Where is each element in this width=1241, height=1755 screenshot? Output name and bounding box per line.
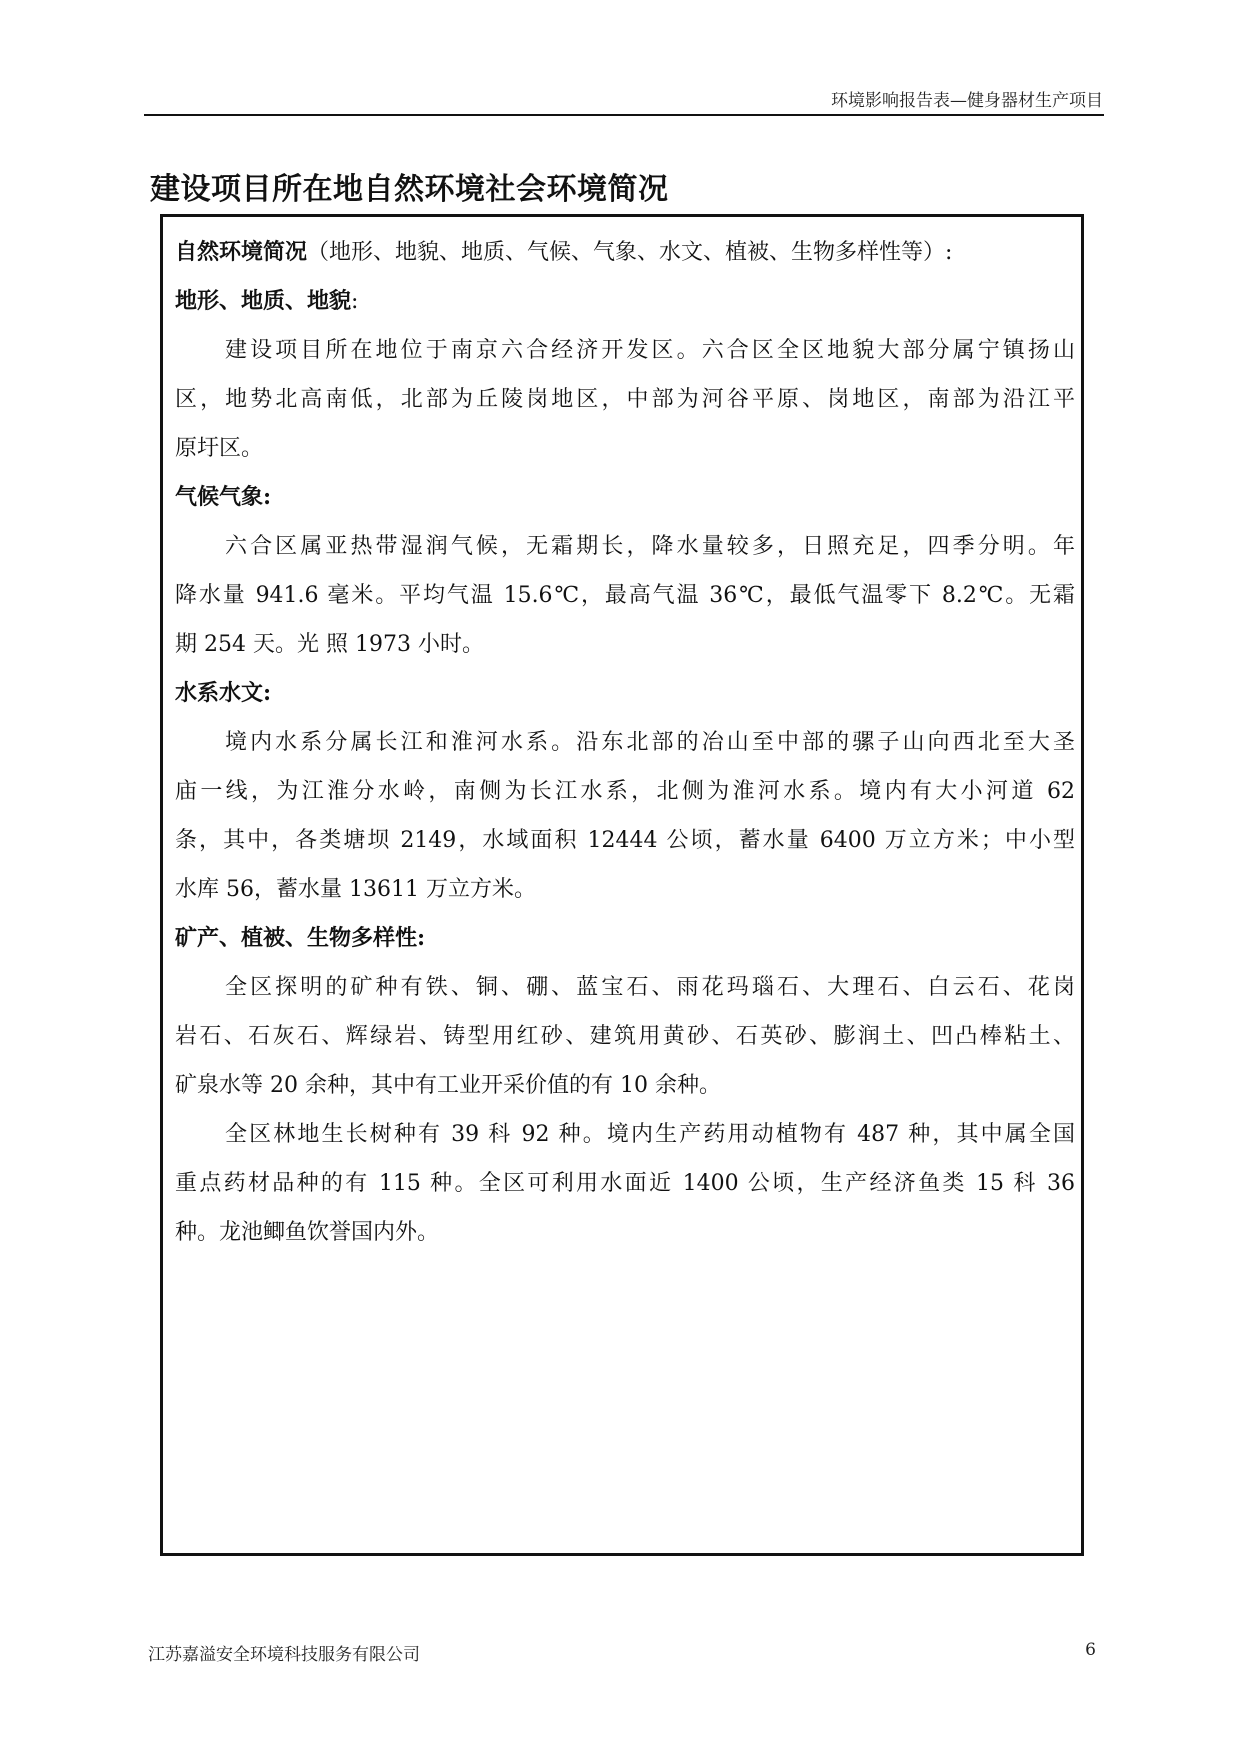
intro-heading: 自然环境简况	[175, 239, 308, 265]
intro-line	[175, 228, 1075, 277]
section-heading	[175, 473, 1075, 522]
paragraph-line: 庙一线，为江淮分水岭，南侧为长江水系，北侧为淮河水系。境内有大小河道 62	[175, 779, 1075, 804]
section-heading	[175, 277, 1075, 326]
footer-company: 江苏嘉溢安全环境科技服务有限公司	[148, 1645, 420, 1665]
page-number: 6	[1085, 1640, 1096, 1660]
section-heading	[175, 669, 1075, 718]
paragraph-line: 降水量 941.6 毫米。平均气温 15.6℃，最高气温 36℃，最低气温零下 8.2℃。无霜	[175, 583, 1075, 608]
paragraph-line: 原圩区。	[175, 436, 264, 461]
content-body	[175, 228, 1075, 1257]
section-heading-text: 矿产、植被、生物多样性:	[175, 925, 426, 951]
header-title: 环境影响报告表—健身器材生产项目	[831, 91, 1103, 111]
paragraph-line: 区，地势北高南低，北部为丘陵岗地区，中部为河谷平原、岗地区，南部为沿江平	[175, 387, 1075, 412]
paragraph-line: 水库 56，蓄水量 13611 万立方米。	[175, 877, 536, 902]
paragraph-line: 期 254 天。光 照 1973 小时。	[175, 632, 484, 657]
paragraph-line: 六合区属亚热带湿润气候，无霜期长，降水量较多，日照充足，四季分明。年	[225, 534, 1075, 559]
section-heading-suffix: :	[351, 289, 359, 314]
paragraph-line: 全区探明的矿种有铁、铜、硼、蓝宝石、雨花玛瑙石、大理石、白云石、花岗	[225, 975, 1075, 1000]
section-heading-text: 气候气象:	[175, 484, 272, 510]
section-heading-text: 地形、地质、地貌	[175, 288, 352, 314]
paragraph-line: 岩石、石灰石、辉绿岩、铸型用红砂、建筑用黄砂、石英砂、膨润土、凹凸棒粘土、	[175, 1024, 1075, 1049]
section-heading-text: 水系水文:	[175, 680, 272, 706]
section-heading	[175, 914, 1075, 963]
section-title: 建设项目所在地自然环境社会环境简况	[150, 172, 669, 207]
paragraph-line: 建设项目所在地位于南京六合经济开发区。六合区全区地貌大部分属宁镇扬山	[225, 338, 1075, 363]
paragraph-line: 重点药材品种的有 115 种。全区可利用水面近 1400 公顷，生产经济鱼类 15 科 36	[175, 1171, 1075, 1196]
paragraph-line: 种。龙池鲫鱼饮誉国内外。	[175, 1220, 440, 1245]
paragraph-line: 条，其中，各类塘坝 2149，水域面积 12444 公顷，蓄水量 6400 万立方米；中小型	[175, 828, 1075, 853]
header-rule	[144, 114, 1104, 116]
intro-scope: （地形、地貌、地质、气候、气象、水文、植被、生物多样性等）:	[307, 240, 953, 265]
content-box	[160, 214, 1084, 1556]
paragraph-line: 境内水系分属长江和淮河水系。沿东北部的冶山至中部的骡子山向西北至大圣	[225, 730, 1075, 755]
paragraph-line: 矿泉水等 20 余种，其中有工业开采价值的有 10 余种。	[175, 1073, 721, 1098]
paragraph-line: 全区林地生长树种有 39 科 92 种。境内生产药用动植物有 487 种，其中属全国	[225, 1122, 1075, 1147]
